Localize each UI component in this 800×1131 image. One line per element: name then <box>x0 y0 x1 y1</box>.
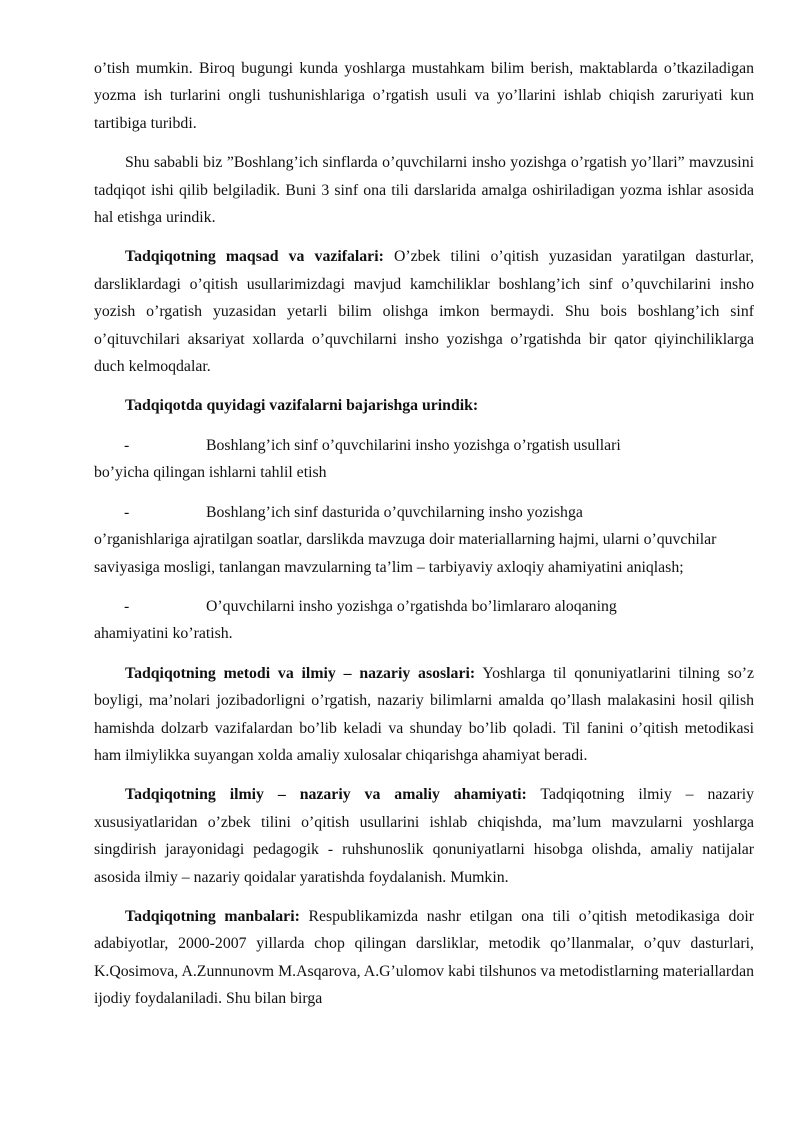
list-item-first-line: Boshlang’ich sinf o’quvchilarini insho yozishga o’rgatish usullari <box>206 436 621 454</box>
list-dash: - <box>124 503 130 521</box>
paragraph-topic: Shu sababli biz ”Boshlang’ich sinflarda o’quvchilarni insho yozishga o’rgatish yo’llari” mavzusini tadqiqot ishi qilib belgiladik. Buni 3 sinf ona tili darslarida amalga oshiriladigan yozma ishlar asosida hal etishga urindik. <box>94 154 754 227</box>
list-item <box>94 499 754 581</box>
significance-text: Tadqiqotning ilmiy – nazariy xususiyatlaridan o’zbek tilini o’qitish usullarini ishlab chiqishda, ma’lum mavzularni yoshlarga singdirish jarayonidagi pedagogik - ruhshunoslik qonuniyatlarni hisobga olishda, amaliy natijalar asosida ilmiy – nazariy qoidalar yaratishda foydalanish. Mumkin. <box>94 786 754 886</box>
significance-heading: Tadqiqotning ilmiy – nazariy va amaliy ahamiyati: <box>125 786 527 804</box>
document-page <box>94 55 754 1025</box>
method-text: Yoshlarga til qonuniyatlarini tilning so’z boyligi, ma’nolari jozibadorligni o’rgatish, nazariy bilimlarni amalda qo’llash malakasini hosil qilish hamishda dolzarb vazifalardan bo’lib keladi va shunday bo’lib qoladi. Til fanini o’qitish metodikasi ham ilmiylikka suyangan xolda amaliy xulosalar chiqarishga ahamiyat beradi. <box>94 664 754 764</box>
list-dash: - <box>124 597 130 615</box>
paragraph-sources <box>94 903 754 1013</box>
method-heading: Tadqiqotning metodi va ilmiy – nazariy asoslari: <box>125 664 476 682</box>
goals-text: O’zbek tilini o’qitish yuzasidan yaratilgan dasturlar, darsliklardagi o’qitish usullarimizdagi mavjud kamchiliklar boshlang’ich sinf o’quvchilarini insho yozish o’rgatish yuzasidan yetarli bilim olishga imkon bermaydi. Shu bois boshlang’ich sinf o’qituvchilari aksariyat xollarda o’quvchilarni insho yozishga o’rgatishda bir qator qiyinchiliklarga duch kelmoqdalar. <box>94 248 755 376</box>
paragraph-goals <box>94 243 754 380</box>
list-dash: - <box>124 436 130 454</box>
list-item-rest: o’rganishlariga ajratilgan soatlar, darslikda mavzuga doir materiallarning hajmi, ularni o’quvchilar saviyasiga mosligi, tanlangan mavzularning ta’lim – tarbiyaviy axloqiy ahamiyatini aniqlash; <box>94 531 717 576</box>
paragraph-intro: o’tish mumkin. Biroq bugungi kunda yoshlarga mustahkam bilim berish, maktablarda o’tkaziladigan yozma ish turlarini ongli tushunishlariga o’rgatish usuli va yo’llarini ishlab chiqish zaruriyati kun tartibiga turibdi. <box>94 60 754 132</box>
paragraph-tasks-heading <box>94 392 754 419</box>
list-item-rest: bo’yicha qilingan ishlarni tahlil etish <box>94 464 327 482</box>
sources-text: Respublikamizda nashr etilgan ona tili o’qitish metodikasiga doir adabiyotlar, 2000-2007 yillarda chop qilingan darsliklar, metodik qo’llanmalar, o’quv dasturlari, K.Qosimova, A.Zunnunovm M.Asqarova, A.G’ulomov kabi tilshunos va metodistlarning materiallardan ijodiy foydalaniladi. Shu bilan birga <box>94 907 754 1008</box>
sources-heading: Tadqiqotning manbalari: <box>125 907 300 925</box>
goals-heading: Tadqiqotning maqsad va vazifalari: <box>125 248 384 266</box>
list-item-rest: ahamiyatini ko’ratish. <box>94 625 233 643</box>
tasks-heading: Tadqiqotda quyidagi vazifalarni bajarishga urindik: <box>125 397 479 415</box>
list-item-first-line: O’quvchilarni insho yozishga o’rgatishda bo’limlararo aloqaning <box>206 597 617 615</box>
list-item <box>94 432 754 487</box>
paragraph-method <box>94 660 754 770</box>
paragraph-significance <box>94 781 754 891</box>
list-item-first-line: Boshlang’ich sinf dasturida o’quvchilarning insho yozishga <box>206 503 583 521</box>
list-item <box>94 593 754 648</box>
